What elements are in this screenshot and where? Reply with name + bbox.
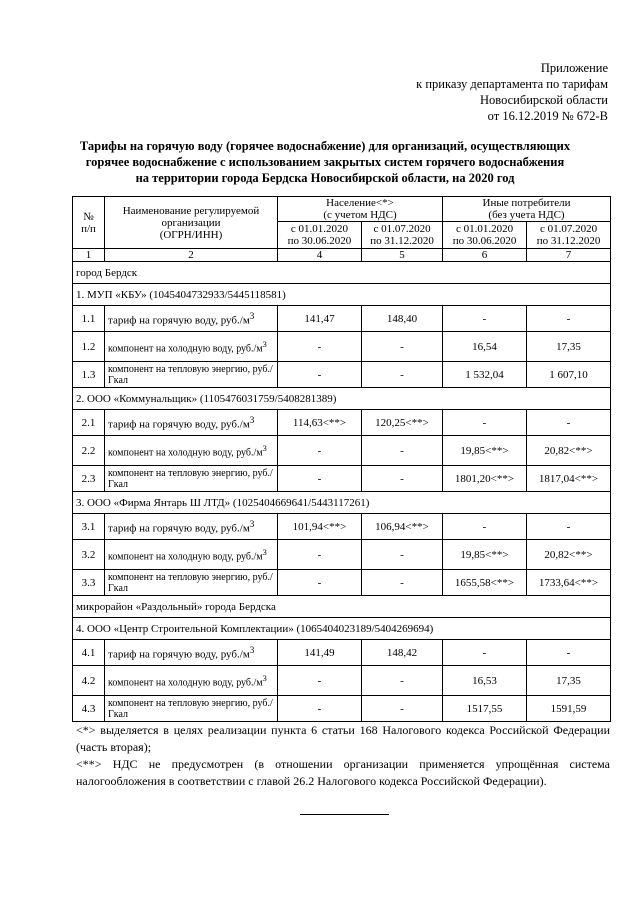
period-line: с 01.01.2020 [455,223,514,235]
cell-value: 1733,64<**> [527,570,611,596]
column-number: 4 [278,249,362,262]
appendix-line: к приказу департамента по тарифам [416,77,608,91]
organization-row: 1. МУП «КБУ» (1045404732933/5445118581) [73,284,611,306]
header-population [278,197,443,222]
row-number: 4.1 [73,640,105,666]
organization-row: 2. ООО «Коммунальщик» (1105476031759/5408281389) [73,388,611,410]
cell-value: - [278,570,362,596]
cell-value: 141,47 [278,306,362,332]
column-number: 6 [443,249,527,262]
cell-value: - [443,514,527,540]
row-number: 1.1 [73,306,105,332]
header-period-2 [527,222,611,249]
superscript: 3 [249,310,255,321]
row-name [105,410,278,436]
cell-value: 19,85<**> [443,540,527,570]
appendix-line: Приложение [540,61,608,75]
closing-rule [300,814,389,815]
table-row [73,362,611,388]
header-number [73,197,105,249]
organization-row: 3. ООО «Фирма Янтарь Ш ЛТД» (1025404669641/5443117261) [73,492,611,514]
cell-value: - [443,306,527,332]
document-title [60,138,590,186]
row-name: компонент на тепловую энергию, руб./Гкал [105,466,278,492]
superscript: 3 [249,518,255,529]
cell-value: - [278,362,362,388]
period-line: по 30.06.2020 [287,235,352,247]
cell-value: 17,35 [527,332,611,362]
title-line: горячее водоснабжение с использованием закрытых систем горячего водоснабжения [85,155,565,169]
column-number: 7 [527,249,611,262]
cell-value: 1 607,10 [527,362,611,388]
cell-value: 101,94<**> [278,514,362,540]
cell-value: - [362,332,443,362]
cell-value: 141,49 [278,640,362,666]
row-number: 3.3 [73,570,105,596]
tariff-table [72,196,611,722]
cell-value: - [527,306,611,332]
cell-value: - [527,514,611,540]
period-line: по 31.12.2020 [370,235,434,247]
cell-value: 16,53 [443,666,527,696]
cell-value: - [362,540,443,570]
header-pop-line: (с учетом НДС) [323,209,397,221]
row-name-text: тариф на горячую воду, руб./м [108,522,250,535]
row-number: 2.2 [73,436,105,466]
row-name: компонент на тепловую энергию, руб./Гкал [105,570,278,596]
header-number-line: № [83,210,94,223]
superscript: 3 [249,414,255,425]
cell-value: - [362,666,443,696]
superscript: 3 [249,644,255,655]
period-line: по 31.12.2020 [536,235,601,247]
row-number: 2.3 [73,466,105,492]
cell-value: 148,40 [362,306,443,332]
organization-row: 4. ООО «Центр Строительной Комплектации» (1065404023189/5404269694) [73,618,611,640]
column-number: 2 [105,249,278,262]
row-name [105,666,278,696]
cell-value: - [362,362,443,388]
superscript: 3 [262,339,267,349]
cell-value: 20,82<**> [527,540,611,570]
cell-value: - [278,436,362,466]
column-number: 5 [362,249,443,262]
header-organization [105,197,278,249]
cell-value: 1801,20<**> [443,466,527,492]
row-number: 3.2 [73,540,105,570]
footnotes [76,722,610,790]
cell-value: 16,54 [443,332,527,362]
period-line: с 01.07.2020 [373,223,431,235]
row-name [105,332,278,362]
row-number: 1.2 [73,332,105,362]
table-row [73,540,611,570]
table-row [73,332,611,362]
header-other-line: Иные потребители [482,197,571,209]
title-line: Тарифы на горячую воду (горячее водоснабжение) для организаций, осуществляющих [79,139,571,153]
table-row [73,306,611,332]
header-period-1 [443,222,527,249]
header-org-line: Наименование регулируемой [122,204,260,217]
row-number: 3.1 [73,514,105,540]
cell-value: - [278,332,362,362]
cell-value: 148,42 [362,640,443,666]
table-row [73,570,611,596]
table-row [73,514,611,540]
row-number: 1.3 [73,362,105,388]
cell-value: 1591,59 [527,696,611,722]
cell-value: - [278,540,362,570]
row-name-text: тариф на горячую воду, руб./м [108,314,250,327]
table-row [73,466,611,492]
row-name [105,540,278,570]
cell-value: - [362,696,443,722]
footnote: <*> выделяется в целях реализации пункта 6 статьи 168 Налогового кодекса Российской Федерации (часть вторая); [76,723,610,754]
location-row: город Бердск [73,262,611,284]
cell-value: 1 532,04 [443,362,527,388]
header-number-line: п/п [81,222,96,235]
header-org-line: (ОГРН/ИНН) [159,228,223,241]
table-row [73,666,611,696]
superscript: 3 [262,547,267,557]
title-line: на территории города Бердска Новосибирской области, на 2020 год [135,171,515,185]
appendix-block [416,60,608,124]
row-name: компонент на тепловую энергию, руб./Гкал [105,696,278,722]
cell-value: 1655,58<**> [443,570,527,596]
period-line: по 30.06.2020 [452,235,517,247]
row-name-text: тариф на горячую воду, руб./м [108,418,250,431]
cell-value: - [362,466,443,492]
header-other-consumers [443,197,611,222]
cell-value: 106,94<**> [362,514,443,540]
row-number: 4.2 [73,666,105,696]
superscript: 3 [262,443,267,453]
header-org-line: организации [161,216,221,229]
row-name-text: компонент на холодную воду, руб./м [108,447,263,459]
cell-value: 19,85<**> [443,436,527,466]
cell-value: - [527,410,611,436]
location-row: микрорайон «Раздольный» города Бердска [73,596,611,618]
row-name-text: тариф на горячую воду, руб./м [108,648,250,661]
footnote: <**> НДС не предусмотрен (в отношении организации применяется упрощённая система налогообложения в соответствии с главой 26.2 Налогового кодекса Российской Федерации). [76,757,610,788]
header-period-1 [278,222,362,249]
header-other-line: (без учета НДС) [488,209,565,221]
cell-value: - [443,410,527,436]
row-name-text: компонент на холодную воду, руб./м [108,677,263,689]
row-name [105,640,278,666]
row-name-text: компонент на холодную воду, руб./м [108,343,263,355]
cell-value: 1517,55 [443,696,527,722]
row-name-text: компонент на холодную воду, руб./м [108,551,263,563]
cell-value: 1817,04<**> [527,466,611,492]
table-row [73,436,611,466]
appendix-line: от 16.12.2019 № 672-В [487,109,608,123]
header-period-2 [362,222,443,249]
cell-value: - [527,640,611,666]
cell-value: 17,35 [527,666,611,696]
row-number: 2.1 [73,410,105,436]
cell-value: - [443,640,527,666]
row-number: 4.3 [73,696,105,722]
cell-value: 120,25<**> [362,410,443,436]
cell-value: - [362,436,443,466]
table-row [73,410,611,436]
header-pop-line: Население<*> [326,197,394,209]
column-number: 1 [73,249,105,262]
cell-value: 20,82<**> [527,436,611,466]
cell-value: 114,63<**> [278,410,362,436]
cell-value: - [278,696,362,722]
period-line: с 01.07.2020 [539,223,598,235]
table-row [73,696,611,722]
cell-value: - [278,466,362,492]
table-row [73,640,611,666]
row-name [105,306,278,332]
row-name [105,514,278,540]
appendix-line: Новосибирской области [479,93,608,107]
row-name [105,436,278,466]
superscript: 3 [262,673,267,683]
cell-value: - [278,666,362,696]
row-name: компонент на тепловую энергию, руб./Гкал [105,362,278,388]
cell-value: - [362,570,443,596]
period-line: с 01.01.2020 [290,223,349,235]
